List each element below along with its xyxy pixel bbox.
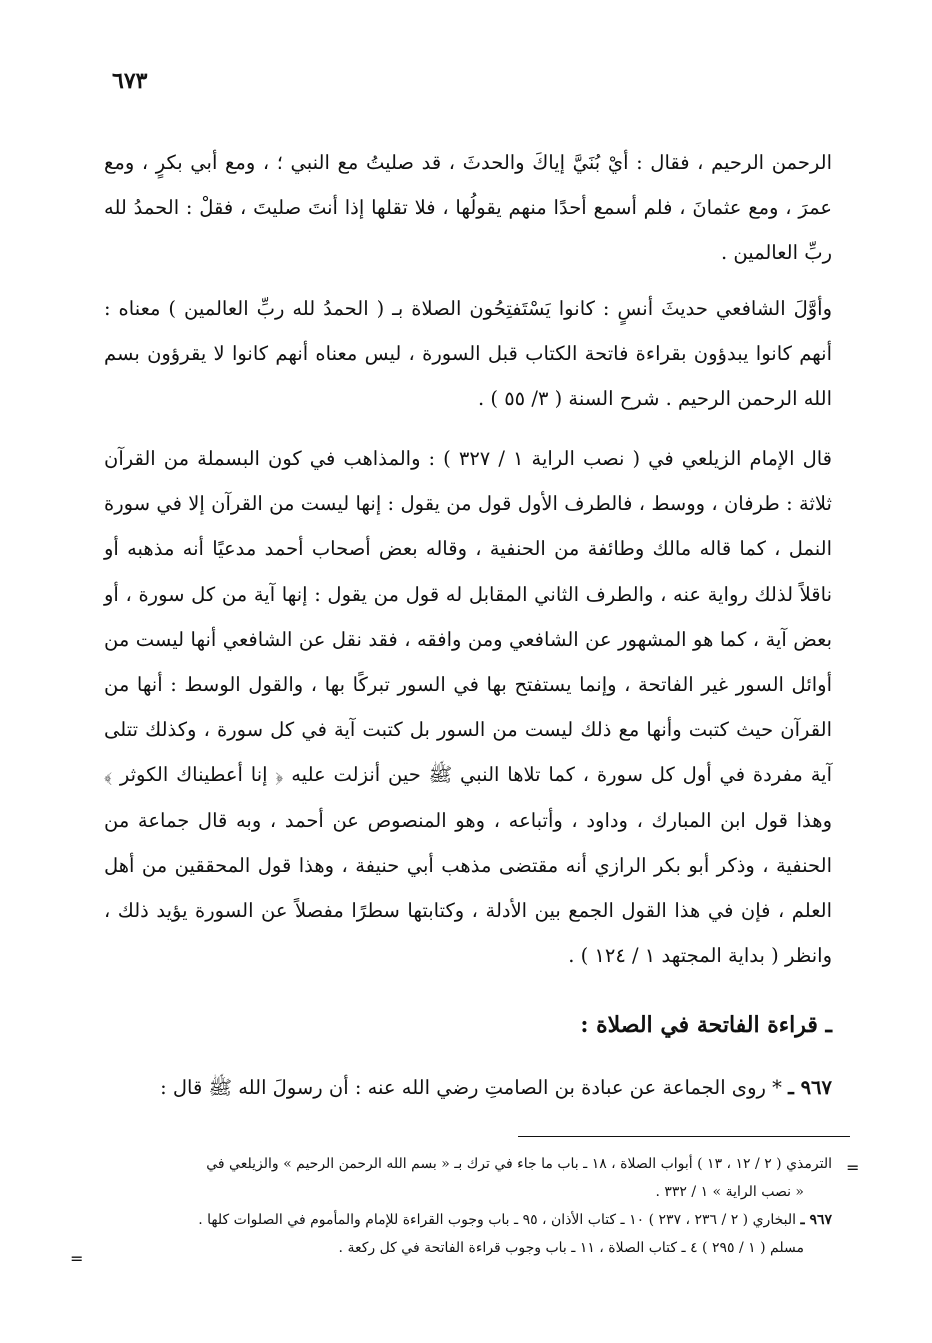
footnote-967-line-1 — [104, 1206, 832, 1234]
hadith-text: * روى الجماعة عن عبادة بن الصامتِ رضي الله عنه : أن رسولَ الله ﷺ قال : — [160, 1076, 782, 1099]
footnote-967-text-1: البخاري ( ٢ / ٢٣٦ ، ٢٣٧ ) ١٠ ـ كتاب الأذان ، ٩٥ ـ باب وجوب القراءة للإمام والمأموم في الصلوات كلها . — [198, 1212, 796, 1228]
hadith-number: ٩٦٧ ـ — [788, 1076, 832, 1099]
footnote-967-line-2: مسلم ( ١ / ٢٩٥ ) ٤ ـ كتاب الصلاة ، ١١ ـ باب وجوب قراءة الفاتحة في كل ركعة . — [338, 1240, 804, 1256]
footnote-continuation-marker: = — [846, 1158, 860, 1177]
paragraph-1: الرحمن الرحيم ، فقال : أيْ بُنَيَّ إياكَ والحدثَ ، قد صليتُ مع النبي ؛ ، ومع أبي بكرٍ ، ومع عمرَ ، ومع عثمانَ ، فلم أسمع أحدًا منهم يقولُها ، فلا تقلها إذا أنتَ صليتَ ، فقلْ : الحمدُ لله ربِّ العالمين . — [104, 151, 832, 265]
next-page-marker: = — [70, 1249, 84, 1268]
page-number: ٦٧٣ — [112, 68, 148, 94]
paragraph-2: وأوَّلَ الشافعي حديثَ أنسٍ : كانوا يَسْتَفتِحُون الصلاة بـ ( الحمدُ لله ربِّ العالمين ) معناه : أنهم كانوا يبدؤون بقراءة فاتحة الكتاب قبل السورة ، ليس معناه أنهم كانوا لا يقرؤون بسم الله الرحمن الرحيم . شرح السنة ( ٣/ ٥٥ ) . — [104, 297, 832, 411]
paragraph-3: قال الإمام الزيلعي في ( نصب الراية ١ / ٣٢٧ ) : والمذاهب في كون البسملة من القرآن ثلاثة : طرفان ، ووسط ، فالطرف الأول قول من يقول : إنها ليست من القرآن إلا في سورة النمل ، كما قاله مالك وطائفة من الحنفية ، وقاله بعض أصحاب أحمد مدعيًا أنه مذهبه أو ناقلاً لذلك رواية عنه ، والطرف الثاني المقابل له قول من يقول : إنها آية من كل سورة ، أو بعض آية ، كما هو المشهور عن الشافعي ومن وافقه ، فقد نقل عن الشافعي أنها ليست من أوائل السور غير الفاتحة ، وإنما يستفتح بها في السور تبركًا بها ، والقول الوسط : أنها من القرآن حيث كتبت وأنها مع ذلك ليست من السور بل كتبت آية في كل سورة ، وكذلك تتلى آية مفردة في أول كل سورة ، كما تلاها النبي ﷺ حين أنزلت عليه ﴿ إنا أعطيناك الكوثر ﴾ وهذا قول ابن المبارك ، وداود ، وأتباعه ، وهو المنصوص عن أحمد ، وبه قال جماعة من الحنفية ، وذكر أبو بكر الرازي أنه مقتضى مذهب أبي حنيفة ، وهذا قول المحققين من أهل العلم ، فإن في هذا القول الجمع بين الأدلة ، وكتابتها سطرًا مفصلاً عن السورة يؤيد ذلك ، وانظر ( بداية المجتهد ١ / ١٢٤ ) . — [104, 447, 832, 968]
section-heading: ـ قراءة الفاتحة في الصلاة : — [580, 1012, 832, 1038]
footnote-line-2: « نصب الراية » ١ / ٣٣٢ . — [655, 1184, 804, 1200]
hadith-entry — [104, 1068, 832, 1108]
footnote-line-1: الترمذي ( ٢ / ١٢ ، ١٣ ) أبواب الصلاة ، ١٨ ـ باب ما جاء في ترك بـ « بسم الله الرحمن الرحيم » والزيلعي في — [206, 1156, 832, 1172]
footnote-967-number: ٩٦٧ ـ — [800, 1212, 832, 1228]
footnotes — [104, 1150, 832, 1262]
footnote-separator — [518, 1136, 850, 1137]
